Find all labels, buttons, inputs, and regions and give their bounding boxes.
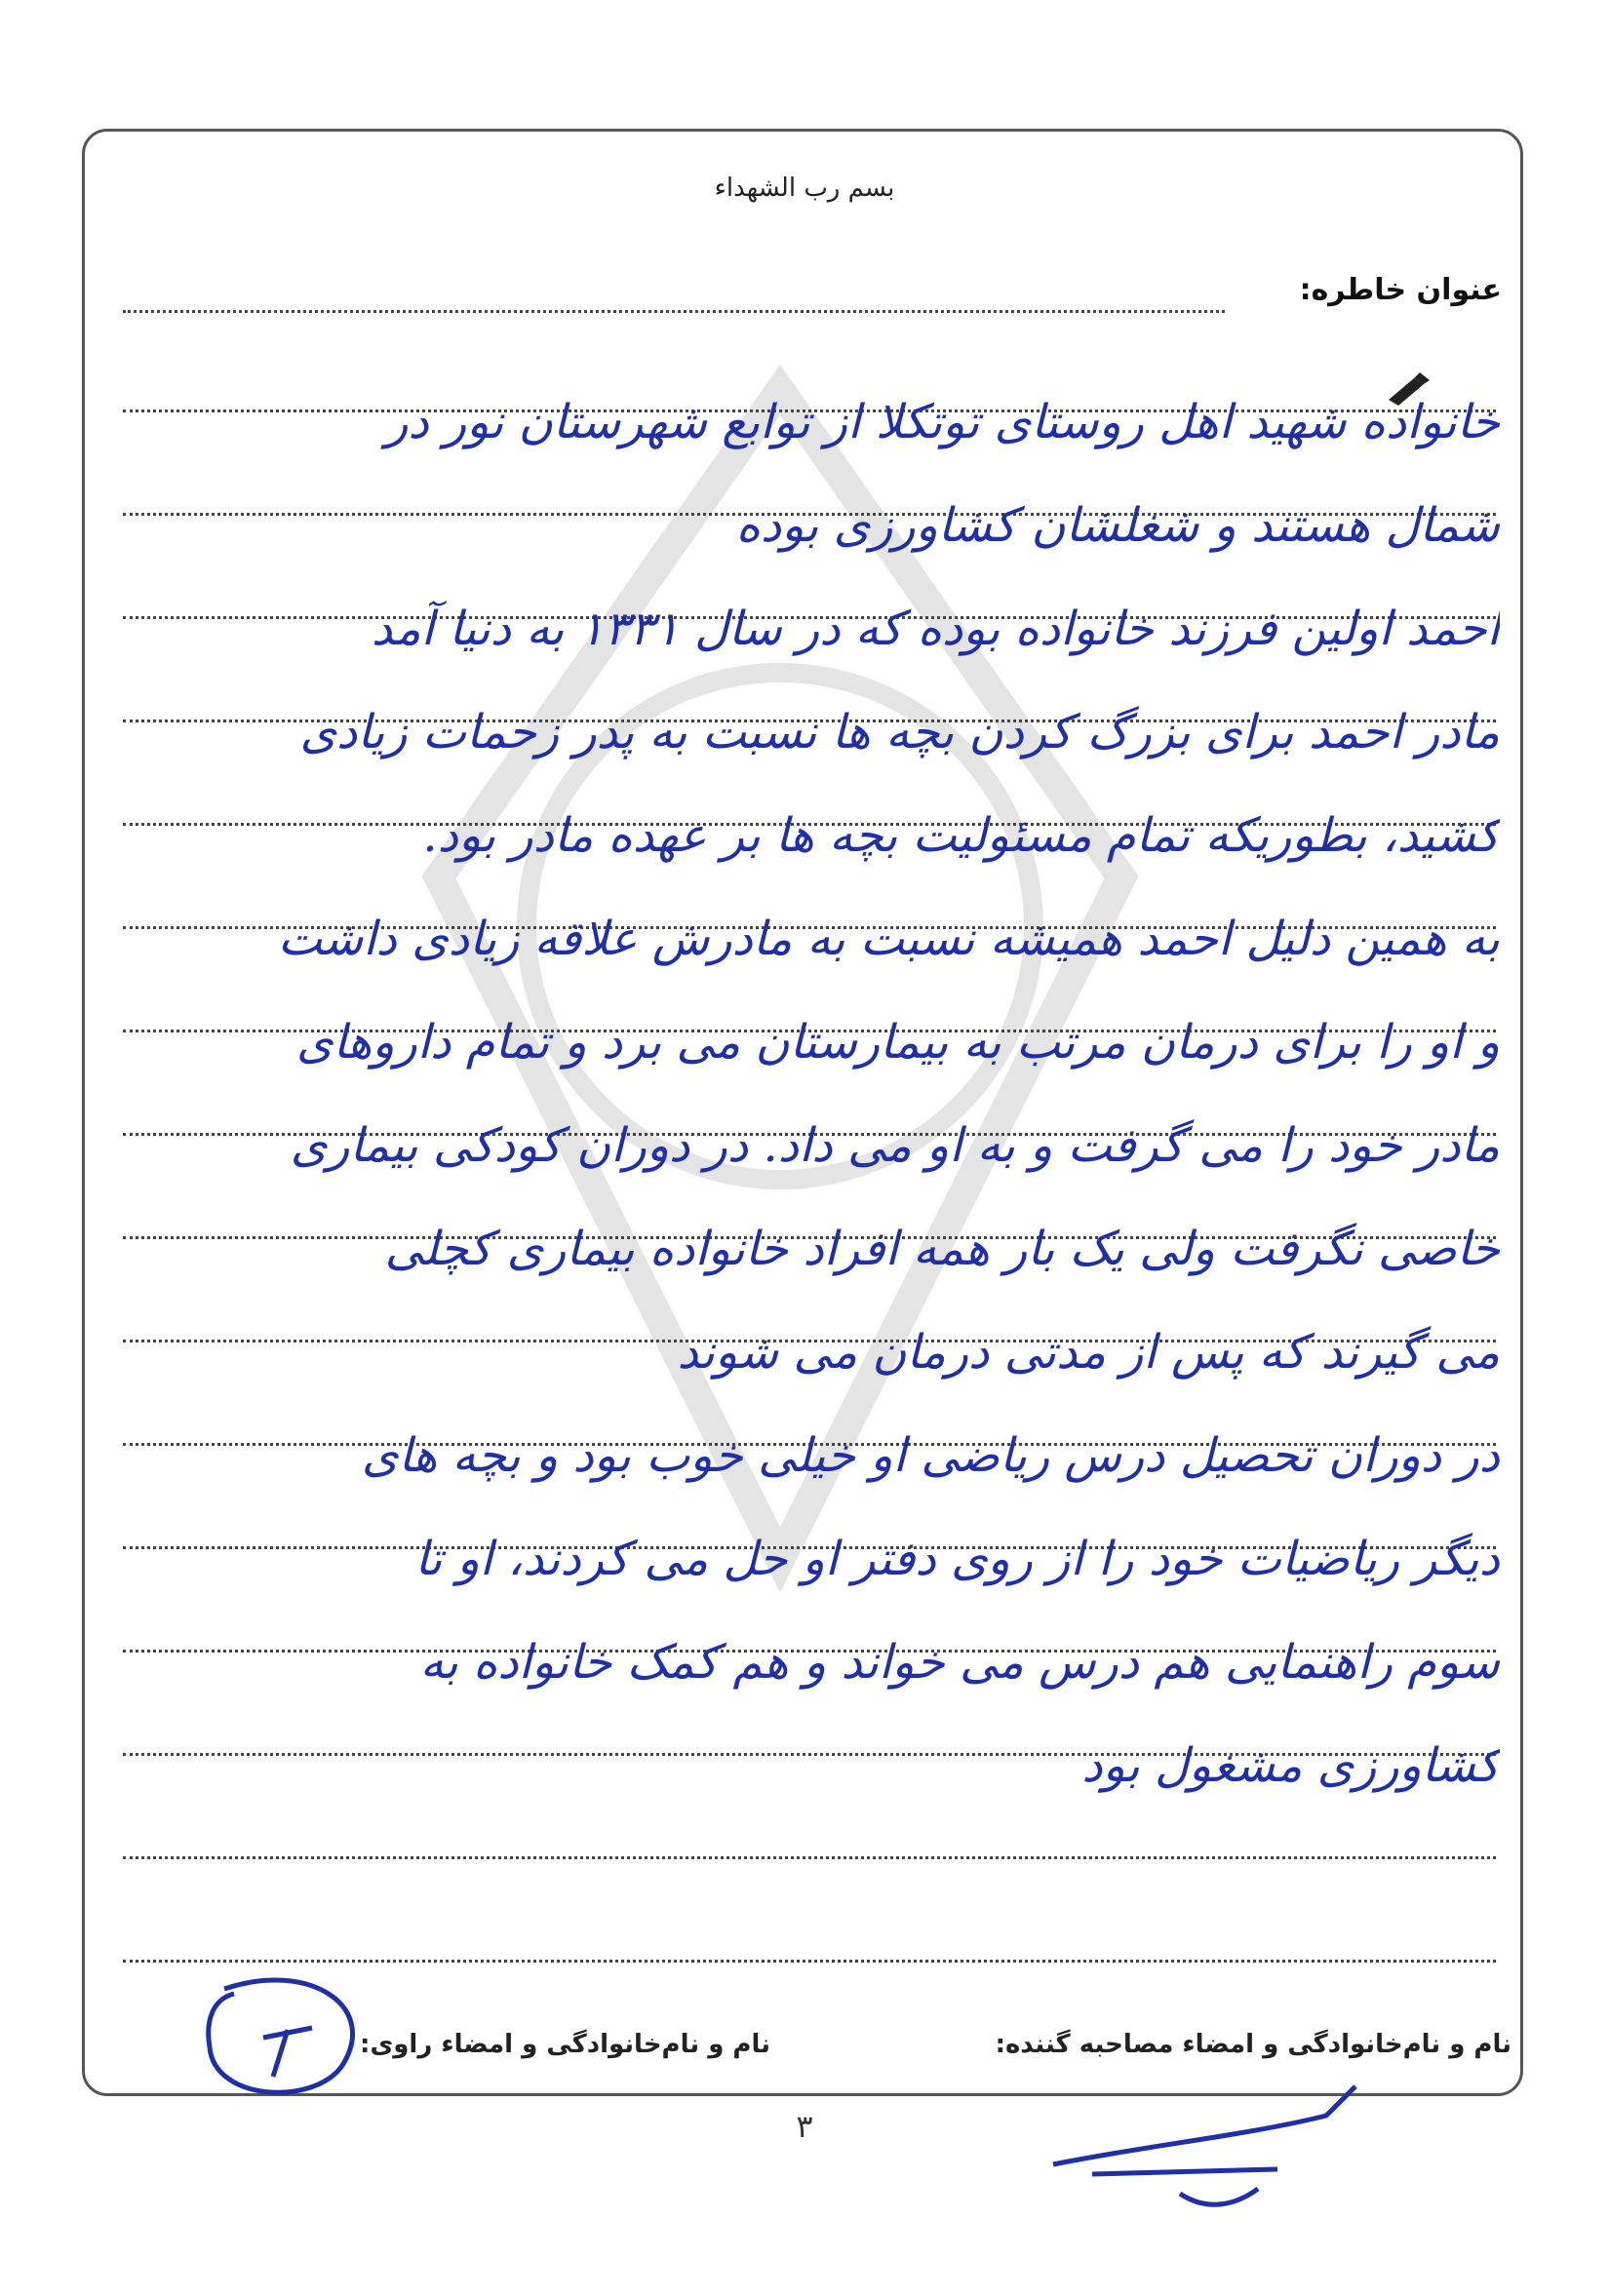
memoir-line: شمال هستند و شغلشان کشاورزی بوده	[735, 498, 1500, 553]
bismillah-heading: بسم رب الشهداء	[714, 174, 895, 203]
memoir-line: در دوران تحصیل درس ریاضی او خیلی خوب بود و بچه های	[361, 1428, 1500, 1483]
interviewer-signature	[1034, 2077, 1385, 2223]
handwritten-memoir	[117, 370, 1500, 1817]
memoir-line: خانواده شهید اهل روستای توتکلا از توابع شهرستان نور در	[385, 395, 1500, 449]
memoir-line: سوم راهنمایی هم درس می خواند و هم کمک خانواده به	[419, 1635, 1500, 1690]
memoir-line: مادر خود را می گرفت و به او می داد. در دوران کودکی بیماری	[290, 1118, 1500, 1173]
dotted-line	[123, 1856, 1496, 1859]
memoir-line: مادر احمد برای بزرگ کردن بچه ها نسبت به پدر زحمات زیادی	[299, 705, 1500, 759]
page-number: ۳	[796, 2108, 813, 2145]
memoir-line: به همین دلیل احمد همیشه نسبت به مادرش علاقه زیادی داشت	[277, 912, 1500, 966]
narrator-signature	[195, 1969, 390, 2106]
memoir-title-label: عنوان خاطره:	[1299, 273, 1502, 307]
memoir-line: خاصی نگرفت ولی یک بار همه افراد خانواده بیماری کچلی	[384, 1222, 1500, 1276]
title-dotted-line	[123, 310, 1225, 313]
memoir-line: کشاورزی مشغول بود	[1081, 1738, 1500, 1793]
dotted-line	[123, 1960, 1496, 1963]
memoir-line: دیگر ریاضیات خود را از روی دفتر او حل می کردند، او تا	[414, 1532, 1500, 1586]
interviewer-signature-label: نام و نام‌خانوادگی و امضاء مصاحبه گننده:	[995, 2030, 1511, 2059]
memoir-line: احمد اولین فرزند خانواده بوده که در سال ۱۳۳۱ به دنیا آمد	[371, 602, 1500, 656]
memoir-line: می گیرند که پس از مدتی درمان می شوند	[677, 1325, 1500, 1380]
memoir-line: کشید، بطوریکه تمام مسئولیت بچه ها بر عهده مادر بود.	[422, 808, 1500, 863]
narrator-signature-label: نام و نام‌خانوادگی و امضاء راوی:	[360, 2030, 770, 2059]
memoir-line: و او را برای درمان مرتب به بیمارستان می برد و تمام داروهای	[295, 1015, 1500, 1070]
